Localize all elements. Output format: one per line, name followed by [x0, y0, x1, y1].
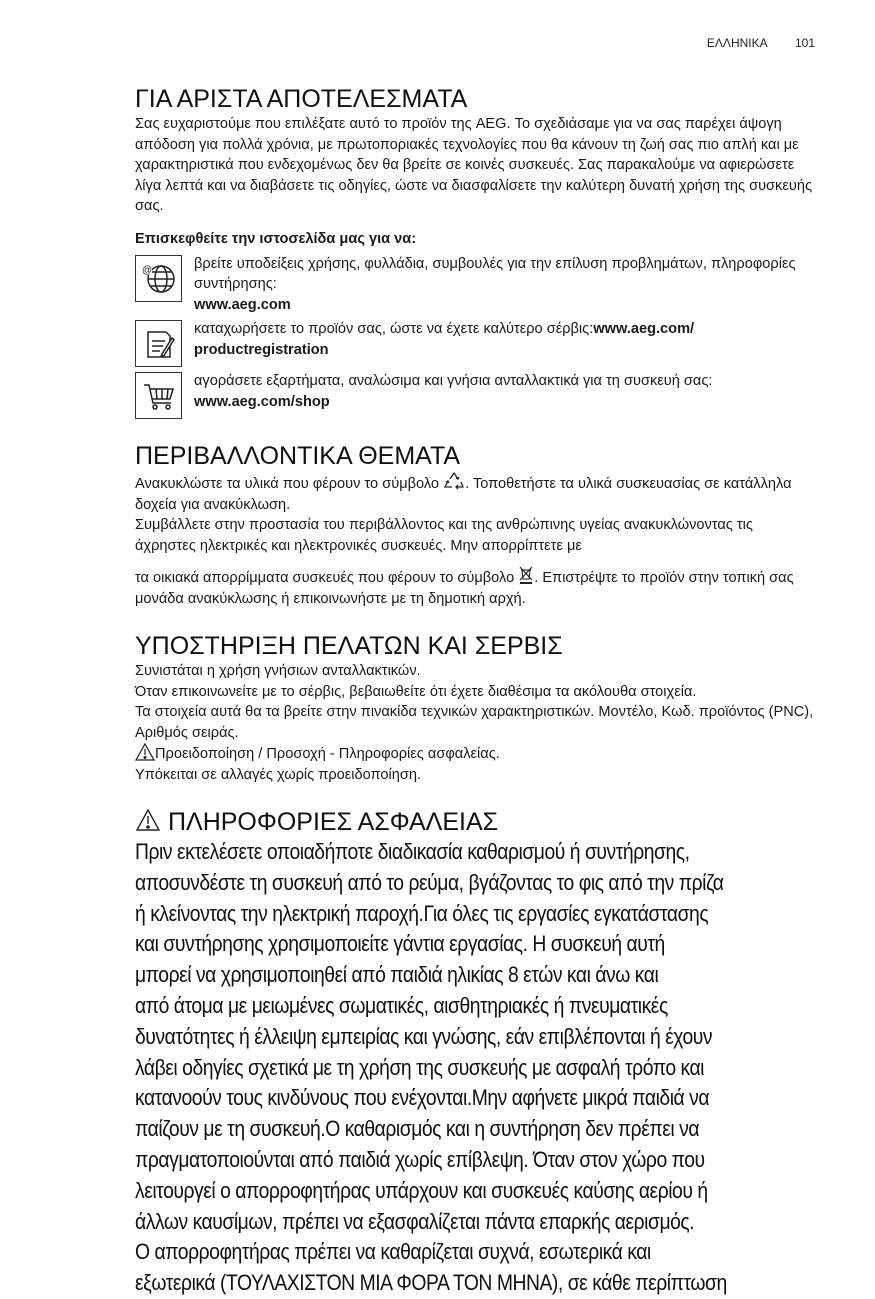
safety-line: μπορεί να χρησιμοποιηθεί από παιδιά ηλικίας 8 ετών και άνω και — [135, 962, 659, 988]
safety-title-text: ΠΛΗΡΟΦΟΡΙΕΣ ΑΣΦΑΛΕΙΑΣ — [167, 808, 499, 836]
link-aeg-shop[interactable]: www.aeg.com/shop — [194, 393, 330, 410]
service-original-parts: Συνιστάται η χρήση γνήσιων ανταλλακτικών. — [135, 663, 421, 679]
visit-website-lead: Επισκεφθείτε την ιστοσελίδα μας για να: — [135, 230, 417, 247]
section-title-environment: ΠΕΡΙΒΑΛΛΟΝΤΙΚΑ ΘΕΜΑΤΑ — [135, 442, 461, 470]
section-excellent-results — [135, 84, 815, 419]
page-header — [707, 36, 815, 50]
warning-icon — [135, 743, 155, 761]
section-environment — [135, 441, 815, 609]
safety-line: από άτομα με μειωμένες σωματικές, αισθητηριακές ή πνευματικές — [135, 992, 668, 1018]
registration-form-icon — [135, 320, 182, 367]
service-warning-line — [135, 743, 815, 765]
intro-paragraph: Σας ευχαριστούμε που επιλέξατε αυτό το προϊόν της AEG. Το σχεδιάσαμε για να σας παρέχει άψογη απόδοση για πολλά χρόνια, με πρωτοποριακές τεχνολογίες που θα κάνουν τη ζωή σας πιο απλή και με χαρακτηριστικά που ενδεχομένως δεν θα βρείτε σε κοινές συσκευές. Σας παρακαλούμε να αφιερώσετε λίγα λεπτά και να διαβάσετε τις οδηγίες, ώστε να διασφαλίσετε την καλύτερη δυνατή χρήση της συσκευής σας. — [135, 116, 812, 214]
environment-line1-start: Ανακυκλώστε τα υλικά που φέρουν το σύμβολο — [135, 476, 440, 492]
website-item-support — [135, 255, 815, 316]
website-item-shop-desc: αγοράσετε εξαρτήματα, αναλώσιμα και γνήσια ανταλλακτικά για τη συσκευή σας: — [194, 373, 713, 389]
service-warning-text: Προειδοποίηση / Προσοχή - Πληροφορίες ασφαλείας. — [155, 746, 500, 762]
page-number: 101 — [794, 36, 815, 50]
section-service — [135, 631, 815, 785]
environment-line3-end: . Επιστρέψτε το προϊόν στην τοπική σας μονάδα ανακύκλωσης ή επικοινωνήστε με τη δημοτική αρχή. — [135, 570, 794, 607]
section-title-service: ΥΠΟΣΤΗΡΙΞΗ ΠΕΛΑΤΩΝ ΚΑΙ ΣΕΡΒΙΣ — [135, 632, 563, 660]
safety-line: εξωτερικά (ΤΟΥΛΑΧΙΣΤΟΝ ΜΙΑ ΦΟΡΑ ΤΟΝ ΜΗΝΑ), σε κάθε περίπτωση — [135, 1270, 727, 1296]
website-item-registration — [135, 320, 815, 367]
environment-return-paragraph — [135, 565, 815, 609]
safety-line: παίζουν με τη συσκευή.Ο καθαρισμός και η συντήρηση δεν πρέπει να — [135, 1116, 700, 1142]
safety-line: λάβει οδηγίες σχετικά με τη χρήση της συσκευής με ασφαλή τρόπο και — [135, 1054, 705, 1080]
website-item-shop — [135, 372, 815, 419]
safety-line: αποσυνδέστε τη συσκευή από το ρεύμα, βγάζοντας το φις από την πρίζα — [135, 869, 724, 895]
website-item-shop-text — [194, 371, 712, 412]
environment-weee-paragraph: Συμβάλλετε στην προστασία του περιβάλλοντος και της ανθρώπινης υγείας ανακυκλώνοντας τις άχρηστες ηλεκτρικές και ηλεκτρονικές συσκευές. Μην απορρίπτετε με — [135, 517, 753, 554]
svg-text:@: @ — [141, 265, 152, 276]
safety-line: κατανοούν τους κινδύνους που ενέχονται.Μην αφήνετε μικρά παιδιά να — [135, 1085, 710, 1111]
safety-line: ή κλείνοντας την ηλεκτρική παροχή.Για όλες τις εργασίες εγκατάστασης — [135, 900, 709, 926]
page-content — [135, 84, 815, 1299]
safety-warning-icon — [135, 808, 161, 832]
crossed-bin-icon — [518, 565, 534, 585]
website-item-support-desc: βρείτε υποδείξεις χρήσης, φυλλάδια, συμβουλές για την επίλυση προβλημάτων, πληροφορίες συντήρησης: — [194, 255, 796, 292]
safety-line: άλλων καυσίμων, πρέπει να εξασφαλίζεται πάντα επαρκής αερισμός. — [135, 1208, 695, 1234]
link-aeg-com[interactable]: www.aeg.com — [194, 296, 291, 313]
website-item-registration-desc: καταχωρήσετε το προϊόν σας, ώστε να έχετε καλύτερο σέρβις: — [194, 321, 594, 337]
safety-line: Ο απορροφητήρας πρέπει να καθαρίζεται συχνά, εσωτερικά και — [135, 1239, 651, 1265]
link-product-registration[interactable]: www.aeg.com/ productregistration — [194, 321, 695, 358]
shopping-cart-icon — [135, 372, 182, 419]
header-language: ΕΛΛΗΝΙΚΑ — [706, 36, 768, 50]
section-title-safety — [135, 807, 815, 837]
globe-icon — [135, 255, 182, 302]
section-safety — [135, 807, 815, 1299]
safety-line: λειτουργεί ο απορροφητήρας υπάρχουν και συσκευές καύσης αερίου ή — [135, 1177, 708, 1203]
environment-recycle-paragraph — [135, 471, 815, 515]
safety-instructions — [135, 837, 814, 1299]
environment-line3-start: τα οικιακά απορρίμματα συσκευές που φέρουν το σύμβολο — [135, 570, 515, 586]
safety-line: και συντήρησης χρησιμοποιείτε γάντια εργασίας. Η συσκευή αυτή — [135, 931, 665, 957]
recycle-icon — [443, 471, 465, 491]
safety-line: Πριν εκτελέσετε οποιαδήποτε διαδικασία καθαρισμού ή συντήρησης, — [135, 839, 690, 864]
safety-line: πραγματοποιούνται από παιδιά χωρίς επίβλεψη. Όταν στον χώρο που — [135, 1146, 705, 1172]
safety-line: δυνατότητες ή έλλειψη εμπειρίας και γνώσης, εάν επιβλέπονται ή έχουν — [135, 1023, 713, 1049]
website-item-support-text — [194, 254, 815, 316]
service-rating-plate: Τα στοιχεία αυτά θα τα βρείτε στην πινακίδα τεχνικών χαρακτηριστικών. Μοντέλο, Κωδ. προϊόντος (PNC), Αριθμός σειράς. — [135, 704, 814, 741]
service-subject-to-change: Υπόκειται σε αλλαγές χωρίς προειδοποίηση. — [135, 766, 422, 783]
website-item-registration-text — [194, 319, 815, 360]
section-title-excellent-results: ΓΙΑ ΑΡΙΣΤΑ ΑΠΟΤΕΛΕΣΜΑΤΑ — [135, 85, 468, 113]
service-contact-info: Όταν επικοινωνείτε με το σέρβις, βεβαιωθείτε ότι έχετε διαθέσιμα τα ακόλουθα στοιχεία. — [135, 683, 697, 700]
environment-line1-end: . Τοποθετήστε τα υλικά συσκευασίας σε κατάλληλα δοχεία για ανακύκλωση. — [135, 476, 792, 513]
